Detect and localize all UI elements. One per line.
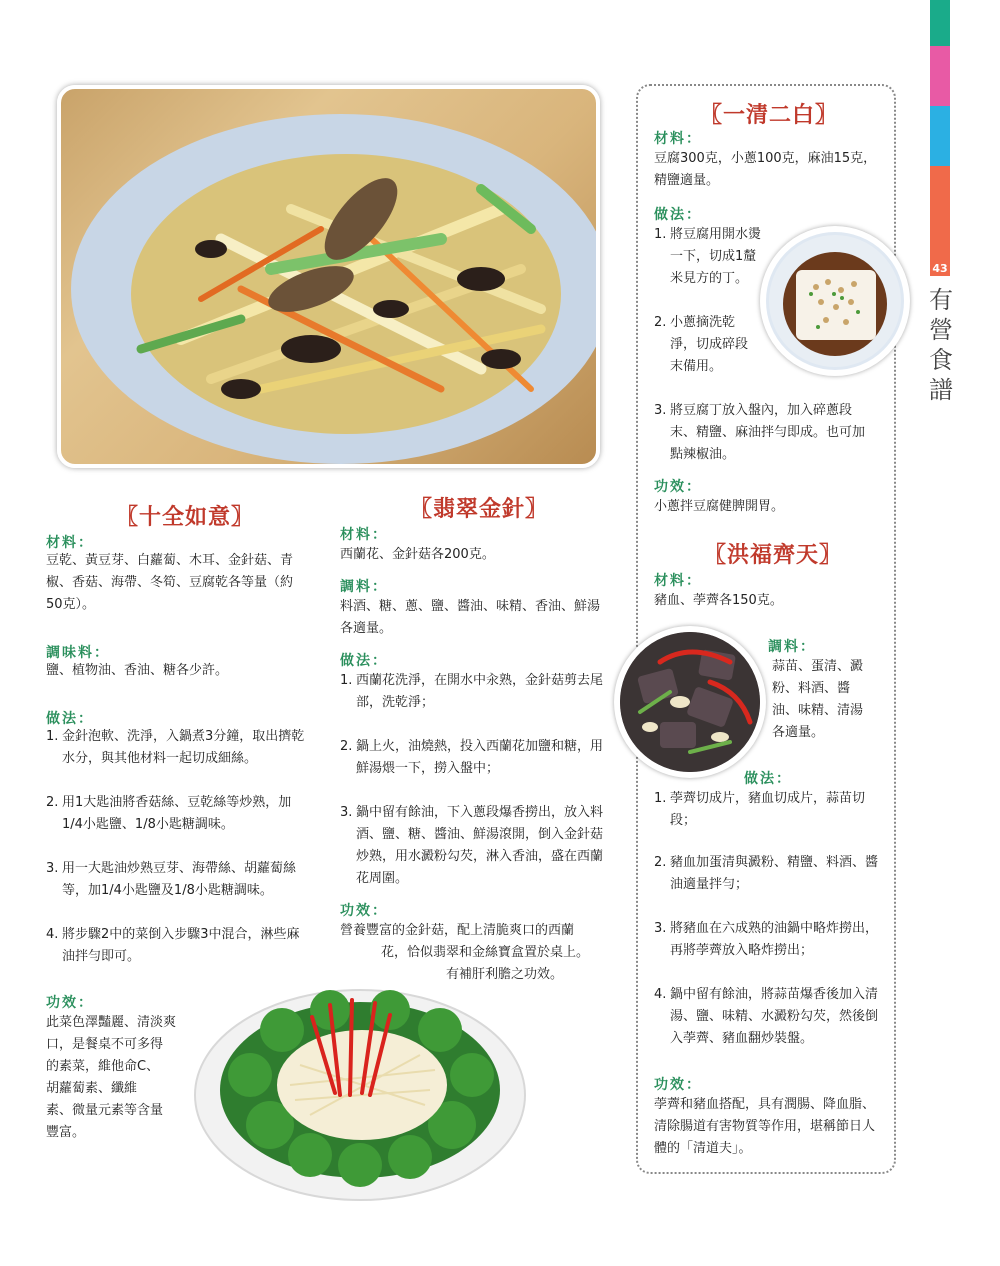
step-number: 3.: [654, 403, 667, 418]
recipe4-step: [654, 918, 882, 962]
recipe2-step: [340, 736, 605, 780]
step-number: 1.: [654, 227, 667, 242]
recipe4-seasoning-label: 調料：: [768, 639, 816, 655]
recipe1-seasoning: 鹽、植物油、香油、糖各少許。: [46, 663, 229, 678]
recipe3-effect-label: 功效：: [654, 479, 702, 495]
step-text: 鍋中留有餘油，將蒜苗爆香後加入清湯、鹽、味精、水澱粉勾芡，然後倒入荸薺、豬血翻炒裝盤。: [670, 987, 879, 1046]
recipe1-seasoning-label: 調味料：: [46, 645, 110, 661]
tab-blue: [930, 106, 950, 166]
step-number: 3.: [340, 805, 353, 820]
step-number: 1.: [340, 673, 353, 688]
step-number: 2.: [340, 739, 353, 754]
step-text: 鍋上火，油燒熱，投入西蘭花加鹽和糖，用鮮湯煨一下，撈入盤中；: [356, 739, 604, 776]
step-number: 2.: [654, 855, 667, 870]
recipe2-step: [340, 670, 605, 714]
step-number: 4.: [46, 927, 59, 942]
recipe3-step: [654, 224, 774, 290]
recipe4-method-label: 做法：: [744, 771, 792, 787]
step-text: 將豬血在六成熟的油鍋中略炸撈出，再將荸薺放入略炸撈出；: [670, 921, 879, 958]
step-number: 4.: [654, 987, 667, 1002]
step-line: 點辣椒油。: [670, 447, 736, 462]
recipe4-effect: 荸薺和豬血搭配，具有潤腸、降血脂、清除腸道有害物質等作用，堪稱節日人體的「清道夫」。: [654, 1097, 876, 1156]
recipe3-materials-label: 材料：: [654, 131, 702, 147]
recipe2-seasoning-label: 調料：: [340, 579, 388, 595]
effect-line: 口，是餐桌不可多得: [46, 1037, 164, 1052]
effect-line: 的素菜，維他命C、: [46, 1059, 160, 1074]
page-number: 43: [932, 262, 948, 275]
recipe2-materials: 西蘭花、金針菇各200克。: [340, 547, 495, 562]
recipe1-method-label: 做法：: [46, 711, 94, 727]
effect-line: 胡蘿蔔素、纖維: [46, 1081, 138, 1096]
seasoning-line: 粉、料酒、醬: [772, 681, 851, 696]
effect-line: 此菜色澤豔麗、清淡爽: [46, 1015, 177, 1030]
recipe4-materials: 豬血、荸薺各150克。: [654, 593, 783, 608]
recipe2-materials-label: 材料：: [340, 527, 388, 543]
recipe3-effect: 小蔥拌豆腐健脾開胃。: [654, 499, 785, 514]
step-number: 3.: [46, 861, 59, 876]
step-text: 鍋中留有餘油，下入蔥段爆香撈出，放入料酒、鹽、糖、醬油、鮮湯滾開，倒入金針菇炒熟，用水澱粉勾芡，淋入香油，盛在西蘭花周圍。: [356, 805, 604, 886]
step-text: 西蘭花洗淨，在開水中汆熟，金針菇剪去尾部，洗乾淨；: [356, 673, 604, 710]
seasoning-line: 油、味精、清湯: [772, 703, 864, 718]
recipe2-effect-line: 營養豐富的金針菇，配上清脆爽口的西蘭: [340, 923, 575, 938]
step-text: 金針泡軟、洗淨，入鍋煮3分鐘，取出擠乾水分，與其他材料一起切成細絲。: [62, 729, 305, 766]
recipe4-materials-label: 材料：: [654, 573, 702, 589]
step-line: 將豆腐丁放入盤內，加入碎蔥段: [670, 403, 853, 418]
recipe4-title: 〖洪福齊天〗: [704, 543, 843, 568]
step-line: 將豆腐用開水燙: [670, 227, 762, 242]
recipe2-title: 〖翡翠金針〗: [410, 497, 549, 522]
step-number: 3.: [654, 921, 667, 936]
recipe3-step: [654, 400, 886, 466]
step-line: 末備用。: [670, 359, 723, 374]
step-number: 1.: [654, 791, 667, 806]
tofu-photo: [760, 226, 910, 376]
effect-line: 豐富。: [46, 1125, 86, 1140]
step-line: 小蔥摘洗乾: [670, 315, 736, 330]
step-line: 米見方的丁。: [670, 271, 749, 286]
recipe2-seasoning: 料酒、糖、蔥、鹽、醬油、味精、香油、鮮湯各適量。: [340, 599, 601, 636]
recipe1-effect-label: 功效：: [46, 995, 94, 1011]
tab-pink: [930, 46, 950, 106]
recipe4-seasoning: [772, 656, 884, 744]
recipe2-effect-label: 功效：: [340, 903, 388, 919]
broccoli-dish-photo: [190, 975, 530, 1205]
recipe4-step: [654, 788, 882, 832]
recipe1-step: [46, 924, 310, 968]
recipe3-method-label: 做法：: [654, 207, 702, 223]
step-text: 荸薺切成片，豬血切成片，蒜苗切段；: [670, 791, 866, 828]
book-title: 有營食譜: [929, 286, 953, 404]
recipe1-title: 〖十全如意〗: [116, 505, 255, 530]
tab-orange: [930, 166, 950, 276]
recipe1-step: [46, 726, 310, 770]
step-line: 末、精鹽、麻油拌勻即成。也可加: [670, 425, 866, 440]
recipe3-step: [654, 312, 774, 378]
recipe1-step: [46, 792, 310, 836]
step-line: 淨，切成碎段: [670, 337, 749, 352]
recipe4-step: [654, 984, 882, 1050]
recipe2-effect-line: 花，恰似翡翠和金絲寶盒置於桌上。: [381, 945, 590, 960]
recipe4-step: [654, 852, 882, 896]
recipe2-effect-line: 有補肝利膽之功效。: [446, 967, 564, 982]
step-text: 將步驟2中的菜倒入步驟3中混合，淋些麻油拌勻即可。: [62, 927, 300, 964]
recipe2-method-label: 做法：: [340, 653, 388, 669]
step-text: 豬血加蛋清與澱粉、精鹽、料酒、醬油適量拌勻；: [670, 855, 879, 892]
recipe1-materials-label: 材料：: [46, 535, 94, 551]
recipe2-step: [340, 802, 605, 890]
recipe3-materials: 豆腐300克，小蔥100克，麻油15克，精鹽適量。: [654, 151, 877, 188]
recipe1-materials: 豆乾、黃豆芽、白蘿蔔、木耳、金針菇、青椒、香菇、海帶、冬筍、豆腐乾各等量（約50克）。: [46, 553, 294, 612]
seasoning-line: 蒜苗、蛋清、澱: [772, 659, 864, 674]
step-number: 2.: [654, 315, 667, 330]
tab-green: [930, 0, 950, 46]
recipe3-title: 〖一清二白〗: [700, 103, 839, 128]
stir-fry-photo: [57, 85, 600, 468]
effect-line: 素、微量元素等含量: [46, 1103, 164, 1118]
step-number: 1.: [46, 729, 59, 744]
pork-blood-photo: [614, 626, 766, 778]
step-line: 一下，切成1釐: [670, 249, 757, 264]
step-number: 2.: [46, 795, 59, 810]
recipe1-step: [46, 858, 310, 902]
step-text: 用1大匙油將香菇絲、豆乾絲等炒熟，加1/4小匙鹽、1/8小匙糖調味。: [62, 795, 292, 832]
step-text: 用一大匙油炒熟豆芽、海帶絲、胡蘿蔔絲等，加1/4小匙鹽及1/8小匙糖調味。: [62, 861, 297, 898]
seasoning-line: 各適量。: [772, 725, 825, 740]
recipe4-effect-label: 功效：: [654, 1077, 702, 1093]
